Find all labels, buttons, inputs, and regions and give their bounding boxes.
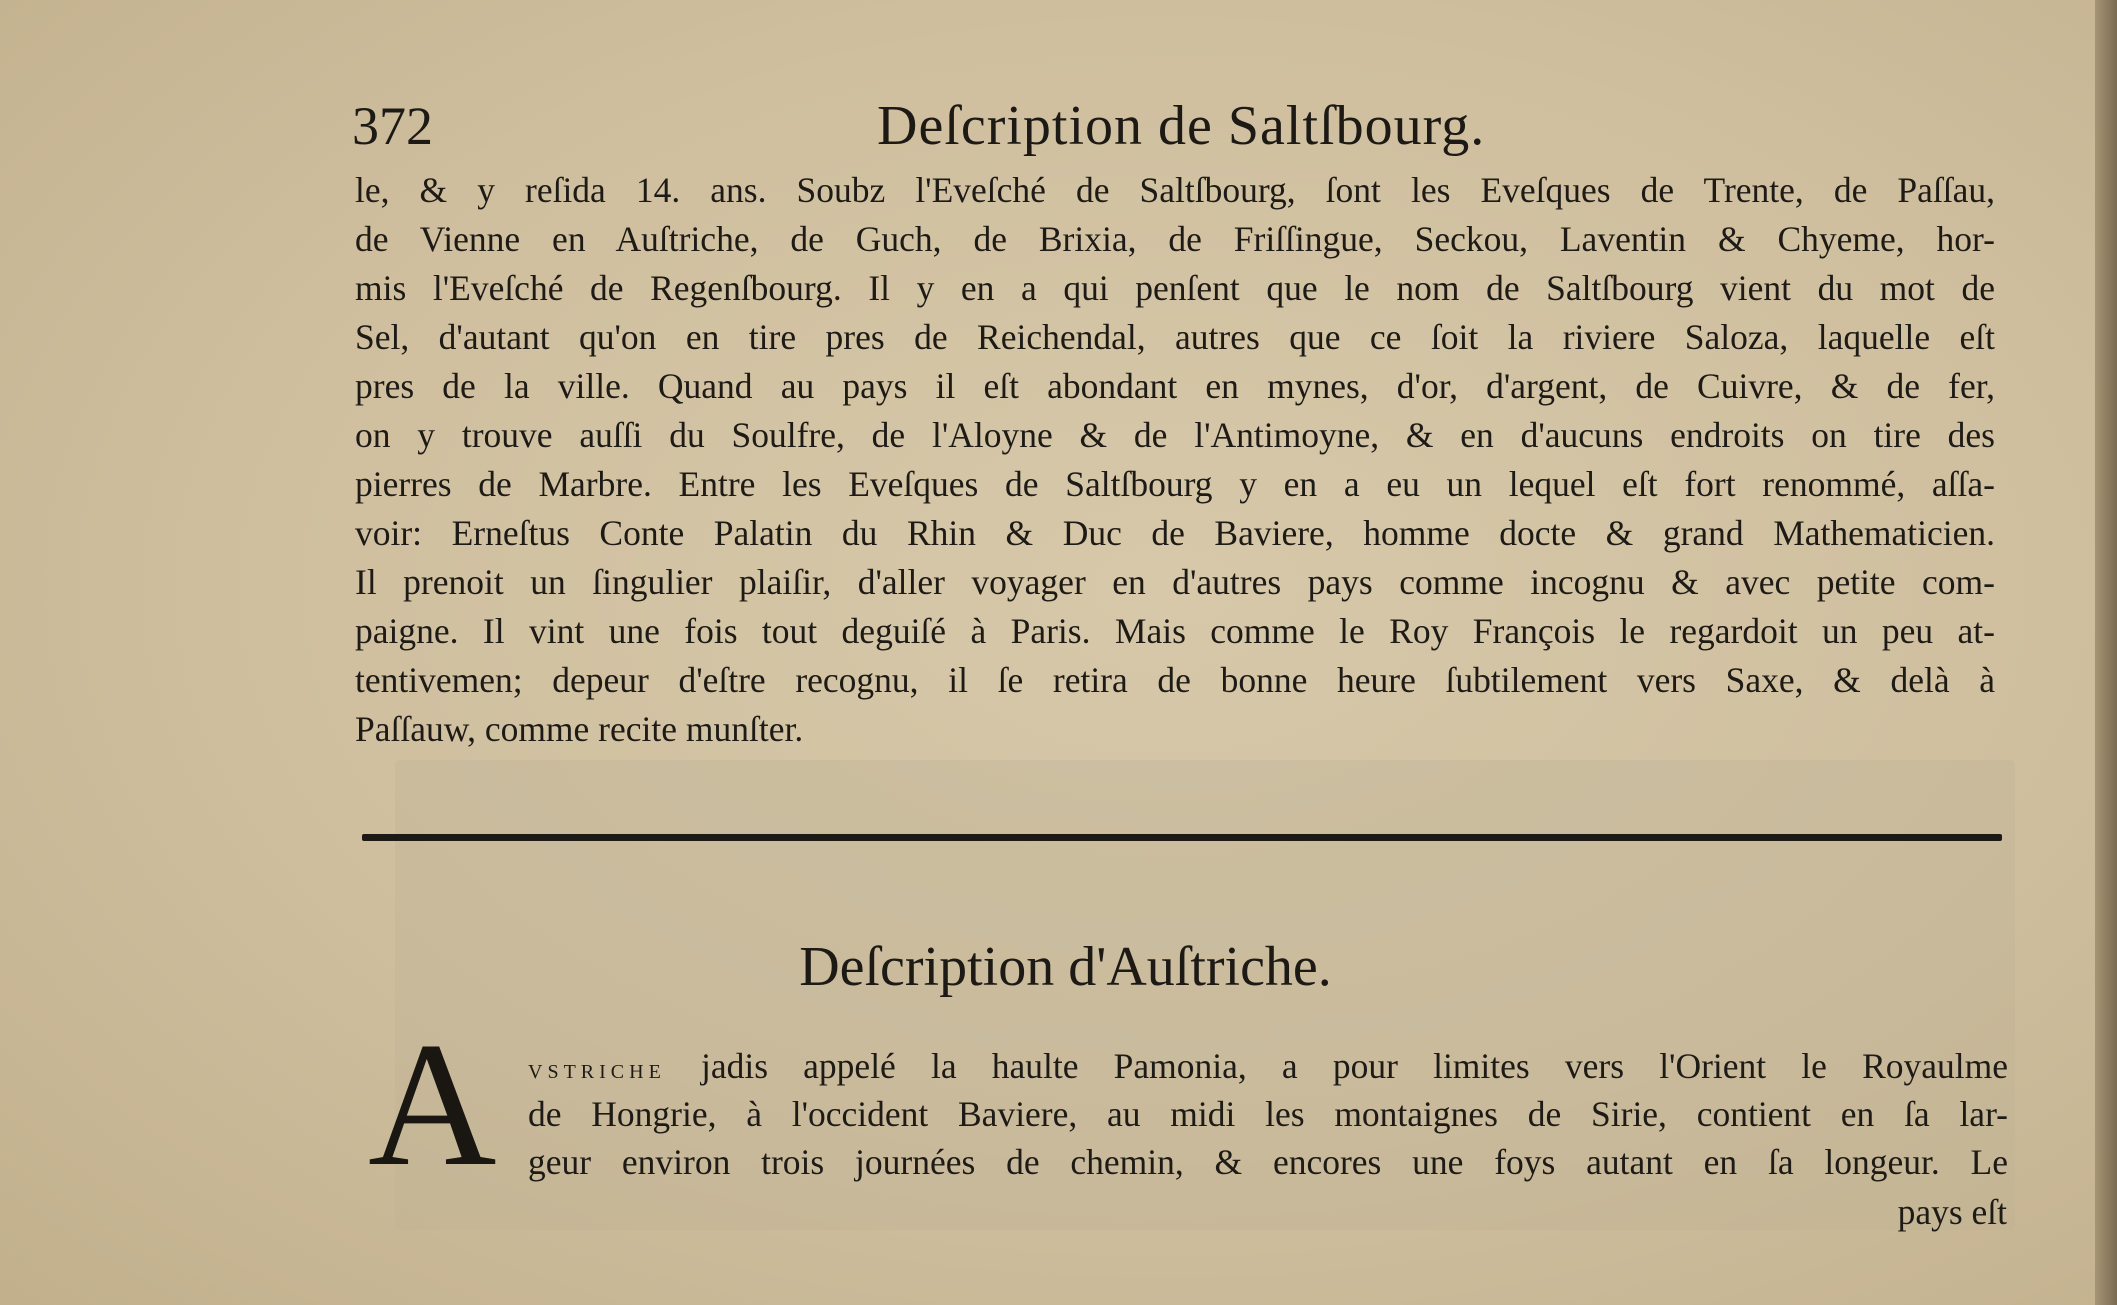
page-number: 372 bbox=[352, 96, 433, 156]
running-title: Deſcription de Saltſbourg. bbox=[877, 95, 1486, 157]
body-paragraph bbox=[355, 166, 1995, 754]
page-gutter bbox=[2095, 0, 2117, 1305]
body-line: paigne. Il vint une fois tout deguiſé à Paris. Mais comme le Roy François le regardoit un peu at- bbox=[355, 611, 1995, 651]
body-line: le, & y reſida 14. ans. Soubz l'Eveſché de Saltſbourg, ſont les Eveſques de Trente, de Paſſau, bbox=[355, 170, 1995, 210]
body-line: tentivemen; depeur d'eſtre recognu, il ſe retira de bonne heure ſubtilement vers Saxe, & delà à bbox=[355, 660, 1995, 700]
running-head bbox=[352, 96, 2012, 166]
section-title: Deſcription d'Auſtriche. bbox=[799, 936, 1332, 998]
body-line: mis l'Eveſché de Regenſbourg. Il y en a qui penſent que le nom de Saltſbourg vient du mot de bbox=[355, 268, 1995, 308]
body-line: Il prenoit un ſingulier plaiſir, d'aller voyager en d'autres pays comme incognu & avec petite com- bbox=[355, 562, 1995, 602]
body-line: voir: Erneſtus Conte Palatin du Rhin & Duc de Baviere, homme docte & grand Mathematicien. bbox=[355, 513, 1995, 553]
body-line: on y trouve auſſi du Soulfre, de l'Aloyne & de l'Antimoyne, & en d'aucuns endroits on tire des bbox=[355, 415, 1995, 455]
section-line: geur environ trois journées de chemin, & encores une foys autant en ſa longeur. Le bbox=[528, 1142, 2008, 1182]
first-word-small-caps: vstriche bbox=[528, 1054, 666, 1085]
drop-cap: A bbox=[368, 1005, 497, 1203]
section-line: de Hongrie, à l'occident Baviere, au midi les montaignes de Sirie, contient en ſa lar- bbox=[528, 1094, 2008, 1134]
body-line: pierres de Marbre. Entre les Eveſques de Saltſbourg y en a eu un lequel eſt fort renommé, aſſa- bbox=[355, 464, 1995, 504]
section-line-1-text: jadis appelé la haulte Pamonia, a pour limites vers l'Orient le Royaulme bbox=[700, 1046, 2009, 1086]
section-line bbox=[528, 1042, 2008, 1090]
section-divider-rule bbox=[362, 834, 2002, 841]
body-line: pres de la ville. Quand au pays il eſt abondant en mynes, d'or, d'argent, de Cuivre, & de fer, bbox=[355, 366, 1995, 406]
body-line: de Vienne en Auſtriche, de Guch, de Brixia, de Friſſingue, Seckou, Laventin & Chyeme, hor- bbox=[355, 219, 1995, 259]
body-line: Paſſauw, comme recite munſter. bbox=[355, 709, 804, 749]
section-paragraph bbox=[528, 1042, 2008, 1186]
body-line: Sel, d'autant qu'on en tire pres de Reichendal, autres que ce ſoit la riviere Saloza, laquelle eſt bbox=[355, 317, 1995, 357]
catchword: pays eſt bbox=[1897, 1192, 2007, 1232]
